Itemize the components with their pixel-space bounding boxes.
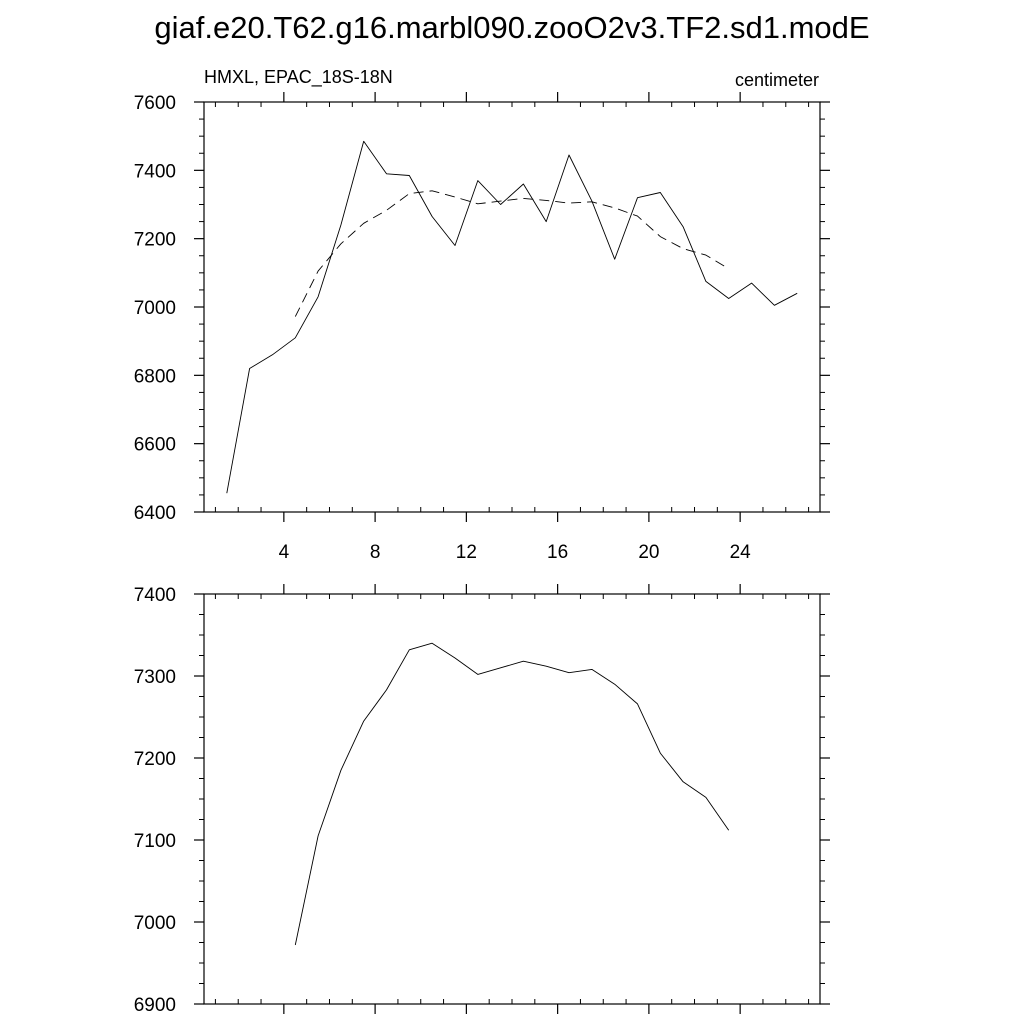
panel1-series-line-running-mean xyxy=(295,191,728,317)
panel1-x-tick-label: 12 xyxy=(455,542,477,563)
panel1-y-tick-label: 7600 xyxy=(133,93,176,114)
panel2-y-tick-label: 7100 xyxy=(133,831,176,852)
panel2-plot-frame xyxy=(204,594,820,1004)
panel1-y-tick-label: 6600 xyxy=(133,434,176,456)
panel1-y-tick-label: 6400 xyxy=(133,503,176,524)
panel1-plot-frame xyxy=(204,102,820,512)
panel1-series-line-annual xyxy=(227,141,797,493)
panel2-y-tick-label: 7400 xyxy=(133,585,176,606)
panel2-y-tick-label: 7300 xyxy=(133,667,176,688)
panel1-x-tick-label: 16 xyxy=(547,542,569,563)
panel1-y-tick-label: 7200 xyxy=(133,229,176,251)
panel1-x-tick-label: 24 xyxy=(729,542,751,563)
variable-region-label: HMXL, EPAC_18S-18N xyxy=(204,67,393,87)
panel2-y-tick-label: 6900 xyxy=(133,995,176,1016)
panel2-y-tick-label: 7000 xyxy=(133,913,176,934)
panel1-y-tick-label: 7400 xyxy=(133,161,176,183)
panel2-series-line-annual xyxy=(295,643,728,945)
panel1-x-tick-label: 20 xyxy=(638,542,660,563)
units-label: centimeter xyxy=(734,70,819,90)
panel2-y-tick-label: 7200 xyxy=(133,749,176,770)
chart-title: giaf.e20.T62.g16.marbl090.zooO2v3.TF2.sd1.modE xyxy=(154,10,870,45)
panel1-x-tick-label: 4 xyxy=(278,542,290,563)
panel1-y-tick-label: 6800 xyxy=(133,366,176,388)
panel1-x-tick-label: 8 xyxy=(369,542,381,563)
panel1-y-tick-label: 7000 xyxy=(133,298,176,319)
